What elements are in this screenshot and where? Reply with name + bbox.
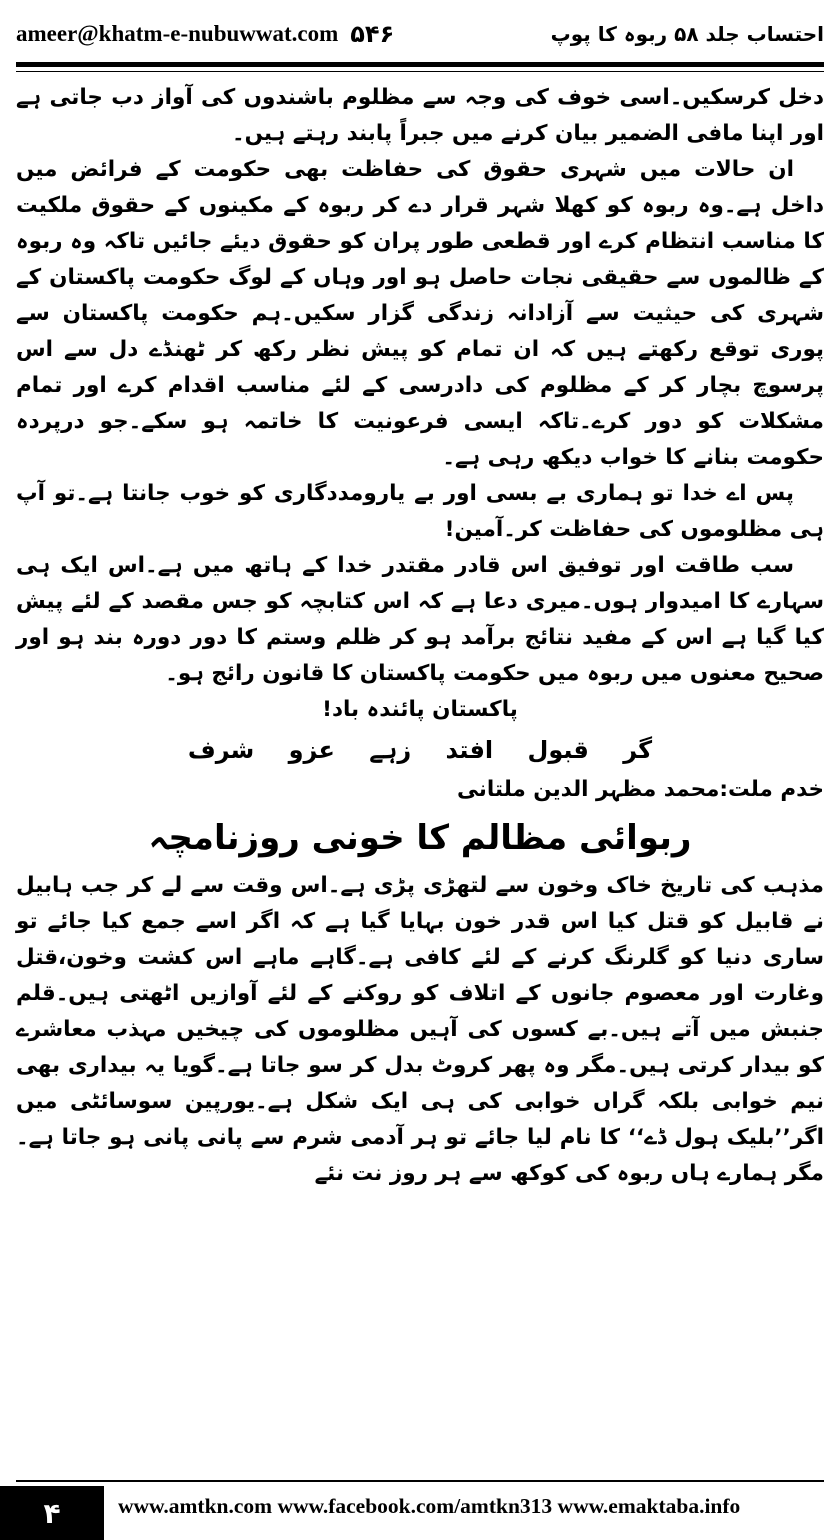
paragraph: سب طاقت اور توفیق اس قادر مقتدر خدا کے ہاتھ میں ہے۔اس ایک ہی سہارے کا امیدوار ہوں۔میری دعا ہے کہ اس کتابچہ کو جس مقصد کے لئے پیش کیا گیا ہے اس کے مفید نتائج برآمد ہو کر ظلم وستم کا دور دورہ بند ہو اور صحیح معنوں میں ربوہ میں حکومت پاکستان کا قانون رائج ہو۔ [16,553,824,686]
paragraph: پس اے خدا تو ہماری بے بسی اور بے یارومددگاری کو خوب جانتا ہے۔تو آپ ہی مظلوموں کی حفاظت کر۔آمین! [16,481,824,542]
header-rule-thin [16,71,824,72]
section-title: ربوائی مظالم کا خونی روزنامچہ [148,818,692,858]
paragraph: ان حالات میں شہری حقوق کی حفاظت بھی حکومت کے فرائض میں داخل ہے۔وہ ربوہ کو کھلا شہر قرار دے کر ربوہ کے مکینوں کے حقوق ملکیت کا مناسب انتظام کرے اور قطعی طور پران کو حقوق دیئے جائیں تاکہ وہ ربوہ کے ظالموں سے حقیقی نجات حاصل ہو اور وہاں کے لوگ حکومت پاکستان کے شہری کی حیثیت سے آزادانہ زندگی گزار سکیں۔ہم حکومت پاکستان سے پوری توقع رکھتے ہیں کہ ان تمام کو پیش نظر رکھ کر ٹھنڈے دل سے اس پرسوچ بچار کر کے مظلوم کی دادرسی کے لئے مناسب اقدام کرے اور تمام مشکلات کو دور کرے۔تاکہ ایسی فرعونیت کا خاتمہ ہو سکے۔جو درپردہ حکومت بنانے کا خواب دیکھ رہی ہے۔ [16,157,824,470]
footer-urls[interactable]: www.amtkn.com www.facebook.com/amtkn313 www.emaktaba.info [118,1494,741,1518]
header-left [16,20,394,48]
page-body [16,80,824,1192]
slogan: پاکستان پائندہ باد! [322,697,518,722]
header-email[interactable]: ameer@khatm-e-nubuwwat.com [16,21,339,46]
page-header [16,16,824,52]
persian-verse: گر قبول افتد زہے عزو شرف [187,736,653,764]
paragraph: دخل کرسکیں۔اسی خوف کی وجہ سے مظلوم باشندوں کی آواز دب جاتی ہے اور اپنا مافی الضمیر بیان کرنے میں جبراً پابند رہتے ہیں۔ [16,85,824,146]
header-rule-thick [16,62,824,67]
footer-rule [16,1480,824,1482]
paragraph: مذہب کی تاریخ خاک وخون سے لتھڑی پڑی ہے۔اس وقت سے لے کر جب ہابیل نے قابیل کو قتل کیا اس قدر خون بہایا گیا ہے کہ اگر اسے جمع کیا جائے تو ساری دنیا کو گلرنگ کرنے کے لئے کافی ہے۔گاہے ماہے اس کشت وخون،قتل وغارت اور معصوم جانوں کے اتلاف کو روکنے کے لئے آوازیں اٹھتی ہیں۔قلم جنبش میں آتے ہیں۔بے کسوں کی آہیں مظلوموں کی چیخیں مہذب معاشرے کو بیدار کرتی ہیں۔مگر وہ پھر کروٹ بدل کر سو جاتا ہے۔گویا یہ بیداری بھی نیم خوابی بلکہ گراں خوابی کی ہی ایک شکل ہے۔یورپین سوسائٹی میں اگر’’بلیک ہول ڈے‘‘ کا نام لیا جائے تو ہر آدمی شرم سے پانی پانی ہو جاتا ہے۔مگر ہمارے ہاں ربوہ کی کوکھ سے ہر روز نت نئے [16,873,824,1186]
running-title: احتساب جلد ۵۸ ربوہ کا پوپ [550,22,824,46]
signature: خدم ملت:محمد مظہر الدین ملتانی [457,777,824,802]
footer-page-label: ۴ [0,1486,104,1540]
page-number: ۵۴۶ [350,20,395,48]
page-footer [0,1480,840,1540]
